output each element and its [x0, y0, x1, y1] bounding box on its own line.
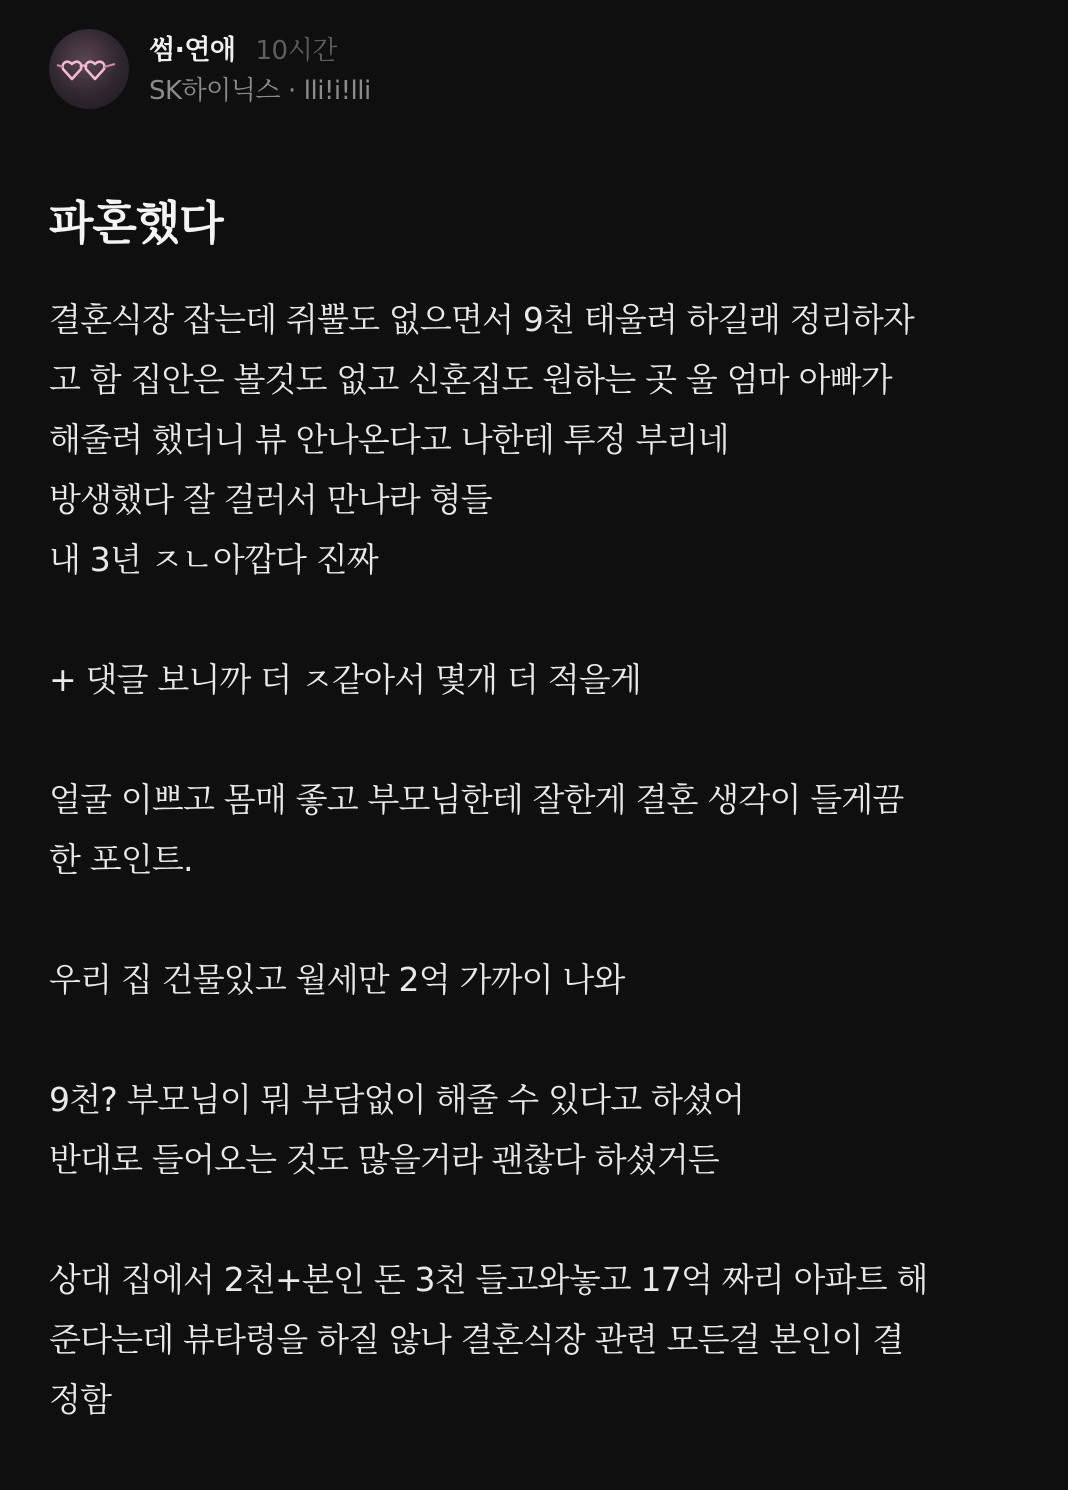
paragraph — [49, 650, 1014, 710]
post-header — [49, 28, 371, 110]
body-line: 우리 집 건물있고 월세만 2억 가까이 나와 — [49, 960, 625, 999]
heart-glasses-icon — [49, 29, 129, 109]
body-line: 반대로 들어오는 것도 많을거라 괜찮다 하셨거든 — [49, 1140, 720, 1179]
meta-separator: · — [288, 76, 296, 106]
body-line: + 댓글 보니까 더 ㅈ같아서 몇개 더 적을게 — [49, 660, 641, 699]
post-time: 10시간 — [255, 36, 337, 66]
paragraph — [49, 1250, 1014, 1430]
body-line: 상대 집에서 2천+본인 돈 3천 들고와놓고 17억 짜리 아파트 해 — [49, 1260, 928, 1299]
body-line: 한 포인트. — [49, 840, 193, 879]
post-meta — [149, 28, 371, 110]
author-nickname: lli!i!lli — [303, 76, 371, 106]
paragraph — [49, 290, 1014, 590]
body-line: 정함 — [49, 1380, 112, 1419]
body-line: 결혼식장 잡는데 쥐뿔도 없으면서 9천 태울려 하길래 정리하자 — [49, 300, 914, 339]
body-line: 내 3년 ㅈㄴ아깝다 진짜 — [49, 540, 378, 579]
body-line: 준다는데 뷰타령을 하질 않나 결혼식장 관련 모든걸 본인이 결 — [49, 1320, 904, 1359]
body-line: 해줄려 했더니 뷰 안나온다고 나한테 투정 부리네 — [49, 420, 729, 459]
post-body — [49, 290, 1014, 1490]
post-title: 파혼했다 — [49, 196, 223, 250]
paragraph — [49, 770, 1014, 890]
board-name[interactable]: 썸·연애 — [149, 35, 236, 66]
body-line: 방생했다 잘 걸러서 만나라 형들 — [49, 480, 492, 519]
body-line: 고 함 집안은 볼것도 없고 신혼집도 원하는 곳 울 엄마 아빠가 — [49, 360, 892, 399]
body-line: 9천? 부모님이 뭐 부담없이 해줄 수 있다고 하셨어 — [49, 1080, 745, 1119]
author-company: SK하이닉스 — [149, 76, 281, 106]
avatar[interactable] — [49, 29, 129, 109]
paragraph — [49, 1070, 1014, 1190]
paragraph — [49, 950, 1014, 1010]
author-info[interactable] — [149, 70, 371, 110]
body-line: 얼굴 이쁘고 몸매 좋고 부모님한테 잘한게 결혼 생각이 들게끔 — [49, 780, 904, 819]
